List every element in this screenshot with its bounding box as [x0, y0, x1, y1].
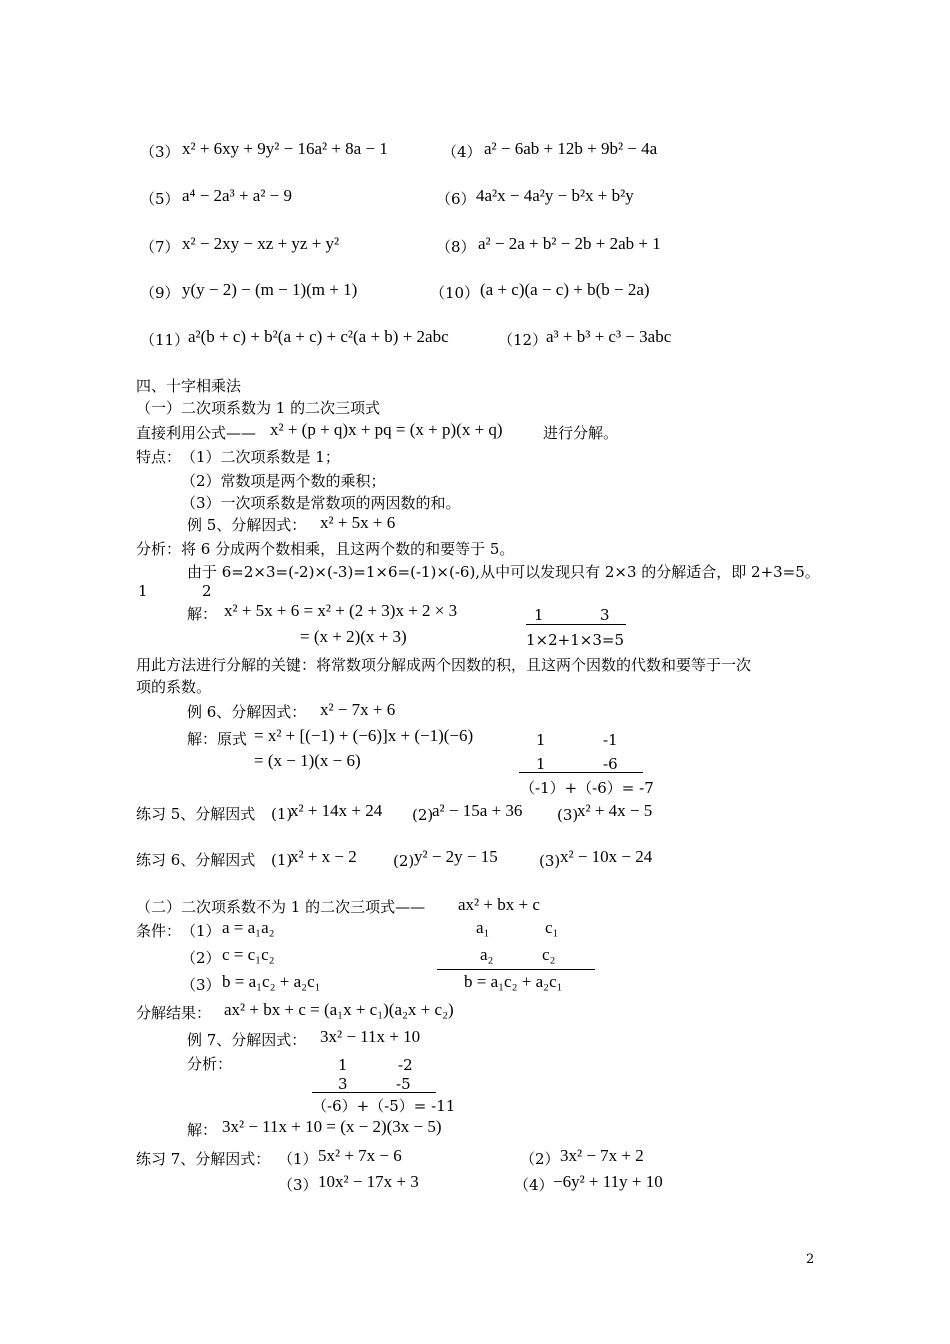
feature-1: （1）二次项系数是 1； [181, 448, 340, 466]
condition-2-num: （2） [181, 949, 221, 967]
practice-7-item-3: 10x² − 17x + 3 [318, 1172, 419, 1191]
example-6-solution-line-2: = (x − 1)(x − 6) [254, 751, 361, 770]
practice-6-item-3-num: (3) [539, 852, 561, 870]
stray-digit-2: 2 [202, 582, 212, 600]
problem-6-label: （6） [436, 190, 476, 208]
key-text-line-1: 用此方法进行分解的关键：将常数项分解成两个因数的积，且这两个因数的代数和要等于一次 [136, 656, 752, 674]
result-label: 分解结果： [136, 1004, 212, 1022]
subsection-2-title: （二）二次项系数不为 1 的二次三项式—— [136, 898, 426, 916]
problem-11-label: （11） [140, 331, 190, 349]
example-7-cross-b2: -5 [396, 1075, 411, 1093]
condition-3-expression: b = a₁c₂ + a₂c₁ [222, 972, 321, 991]
practice-5-item-2: a² − 15a + 36 [432, 801, 523, 820]
features-label: 特点： [136, 448, 182, 466]
page-number: 2 [806, 1252, 815, 1267]
example-7-cross-result: （-6）+（-5）= -11 [312, 1097, 456, 1115]
problem-5-label: （5） [140, 190, 180, 208]
key-text-line-2: 项的系数。 [136, 678, 212, 696]
problem-4-expression: a² − 6ab + 12b + 9b² − 4a [484, 139, 658, 158]
problem-11-expression: a²(b + c) + b²(a + c) + c²(a + b) + 2abc [188, 327, 449, 346]
example-7-cross-line [312, 1092, 436, 1093]
practice-7-item-1: 5x² + 7x − 6 [318, 1146, 402, 1165]
example-7-solution-label: 解： [187, 1121, 218, 1139]
example-5-analysis: 分析：将 6 分成两个数相乘，且这两个数的和要等于 5。 [136, 540, 515, 558]
condition-label: 条件： [136, 922, 182, 940]
condition-cross-c2: c₂ [542, 945, 556, 964]
example-5-solution-line-1: x² + 5x + 6 = x² + (2 + 3)x + 2 × 3 [224, 601, 458, 620]
example-7-cross-a2: 3 [338, 1075, 348, 1093]
example-6-solution-label: 解：原式 [187, 730, 248, 748]
formula-prefix: 直接利用公式—— [136, 424, 257, 442]
problem-8-expression: a² − 2a + b² − 2b + 2ab + 1 [478, 234, 661, 253]
practice-5-item-2-num: (2) [412, 806, 434, 824]
example-6-cross-a2: 1 [536, 755, 546, 773]
example-6-cross-b2: -6 [603, 755, 618, 773]
example-7-label: 例 7、分解因式： [187, 1031, 307, 1049]
practice-5-item-3: x² + 4x − 5 [577, 801, 653, 820]
result-expression: ax² + bx + c = (a₁x + c₁)(a₂x + c₂) [224, 1000, 454, 1019]
example-5-cross-right: 3 [600, 606, 610, 624]
example-5-cross-result: 1×2+1×3=5 [526, 631, 624, 649]
problem-10-label: （10） [430, 284, 480, 302]
practice-6-label: 练习 6、分解因式 [136, 851, 256, 869]
condition-cross-a1: a₁ [476, 918, 490, 937]
condition-cross-a2: a₂ [480, 945, 494, 964]
example-6-expression: x² − 7x + 6 [320, 700, 396, 719]
formula-suffix: 进行分解。 [543, 424, 619, 442]
practice-7-item-2: 3x² − 7x + 2 [560, 1146, 644, 1165]
example-7-cross-a1: 1 [338, 1056, 348, 1074]
example-5-expression: x² + 5x + 6 [320, 513, 396, 532]
condition-2-expression: c = c₁c₂ [222, 945, 275, 964]
example-7-expression: 3x² − 11x + 10 [320, 1027, 421, 1046]
formula-expression: x² + (p + q)x + pq = (x + p)(x + q) [270, 420, 503, 439]
subsection-1-title: （一）二次项系数为 1 的二次三项式 [136, 399, 381, 417]
example-6-solution-line-1: = x² + [(−1) + (−6)]x + (−1)(−6) [254, 726, 474, 745]
problem-9-label: （9） [140, 284, 180, 302]
problem-9-expression: y(y − 2) − (m − 1)(m + 1) [182, 280, 358, 299]
practice-6-item-2: y² − 2y − 15 [414, 847, 498, 866]
practice-5-item-3-num: (3) [557, 806, 579, 824]
feature-3: （3）一次项系数是常数项的两因数的和。 [181, 494, 461, 512]
practice-7-item-2-num: （2） [520, 1150, 560, 1168]
practice-6-item-1-num: (1) [271, 851, 293, 869]
problem-10-expression: (a + c)(a − c) + b(b − 2a) [480, 280, 650, 299]
example-5-solution-line-2: = (x + 2)(x + 3) [300, 627, 407, 646]
problem-7-expression: x² − 2xy − xz + yz + y² [182, 234, 340, 253]
example-6-cross-line [519, 772, 643, 773]
example-7-cross-b1: -2 [398, 1056, 413, 1074]
practice-6-item-1: x² + x − 2 [290, 847, 357, 866]
condition-cross-line [437, 969, 595, 970]
example-5-label: 例 5、分解因式： [187, 516, 307, 534]
example-6-cross-b1: -1 [603, 731, 618, 749]
condition-3-num: （3） [181, 976, 221, 994]
practice-7-item-4-num: （4） [514, 1176, 554, 1194]
problem-4-label: （4） [442, 143, 482, 161]
practice-6-item-3: x² − 10x − 24 [560, 847, 653, 866]
condition-cross-result: b = a₁c₂ + a₂c₁ [464, 972, 563, 991]
problem-3-expression: x² + 6xy + 9y² − 16a² + 8a − 1 [182, 139, 388, 158]
practice-7-label: 练习 7、分解因式： [136, 1150, 271, 1168]
example-7-analysis-label: 分析： [187, 1055, 233, 1073]
practice-7-item-1-num: （1） [278, 1150, 318, 1168]
practice-5-label: 练习 5、分解因式 [136, 805, 256, 823]
problem-5-expression: a⁴ − 2a³ + a² − 9 [182, 186, 293, 205]
practice-7-item-3-num: （3） [278, 1176, 318, 1194]
subsection-2-expression: ax² + bx + c [458, 895, 540, 914]
problem-12-label: （12） [498, 331, 548, 349]
practice-5-item-1-num: (1) [271, 805, 293, 823]
problem-7-label: （7） [140, 238, 180, 256]
section-title: 四、十字相乘法 [136, 377, 242, 395]
problem-12-expression: a³ + b³ + c³ − 3abc [546, 327, 672, 346]
example-5-analysis-detail: 由于 6=2×3=(-2)×(-3)=1×6=(-1)×(-6),从中可以发现只有 2×3 的分解适合，即 2+3=5。 [187, 563, 820, 581]
problem-8-label: （8） [436, 238, 476, 256]
practice-7-item-4: −6y² + 11y + 10 [553, 1172, 663, 1191]
feature-2: （2）常数项是两个数的乘积； [181, 472, 386, 490]
problem-3-label: （3） [140, 143, 180, 161]
condition-cross-c1: c₁ [545, 918, 559, 937]
stray-digit-1: 1 [138, 582, 148, 600]
example-6-cross-result: （-1）+（-6）= -7 [520, 779, 654, 797]
practice-6-item-2-num: (2) [393, 852, 415, 870]
problem-6-expression: 4a²x − 4a²y − b²x + b²y [476, 186, 634, 205]
example-6-label: 例 6、分解因式： [187, 703, 307, 721]
example-6-cross-a1: 1 [536, 731, 546, 749]
example-7-solution: 3x² − 11x + 10 = (x − 2)(3x − 5) [222, 1117, 442, 1136]
condition-1-num: （1） [181, 922, 221, 940]
condition-1-expression: a = a₁a₂ [222, 918, 275, 937]
example-5-solution-label: 解： [187, 605, 218, 623]
example-5-cross-line [526, 624, 626, 625]
practice-5-item-1: x² + 14x + 24 [290, 801, 383, 820]
example-5-cross-left: 1 [534, 606, 544, 624]
